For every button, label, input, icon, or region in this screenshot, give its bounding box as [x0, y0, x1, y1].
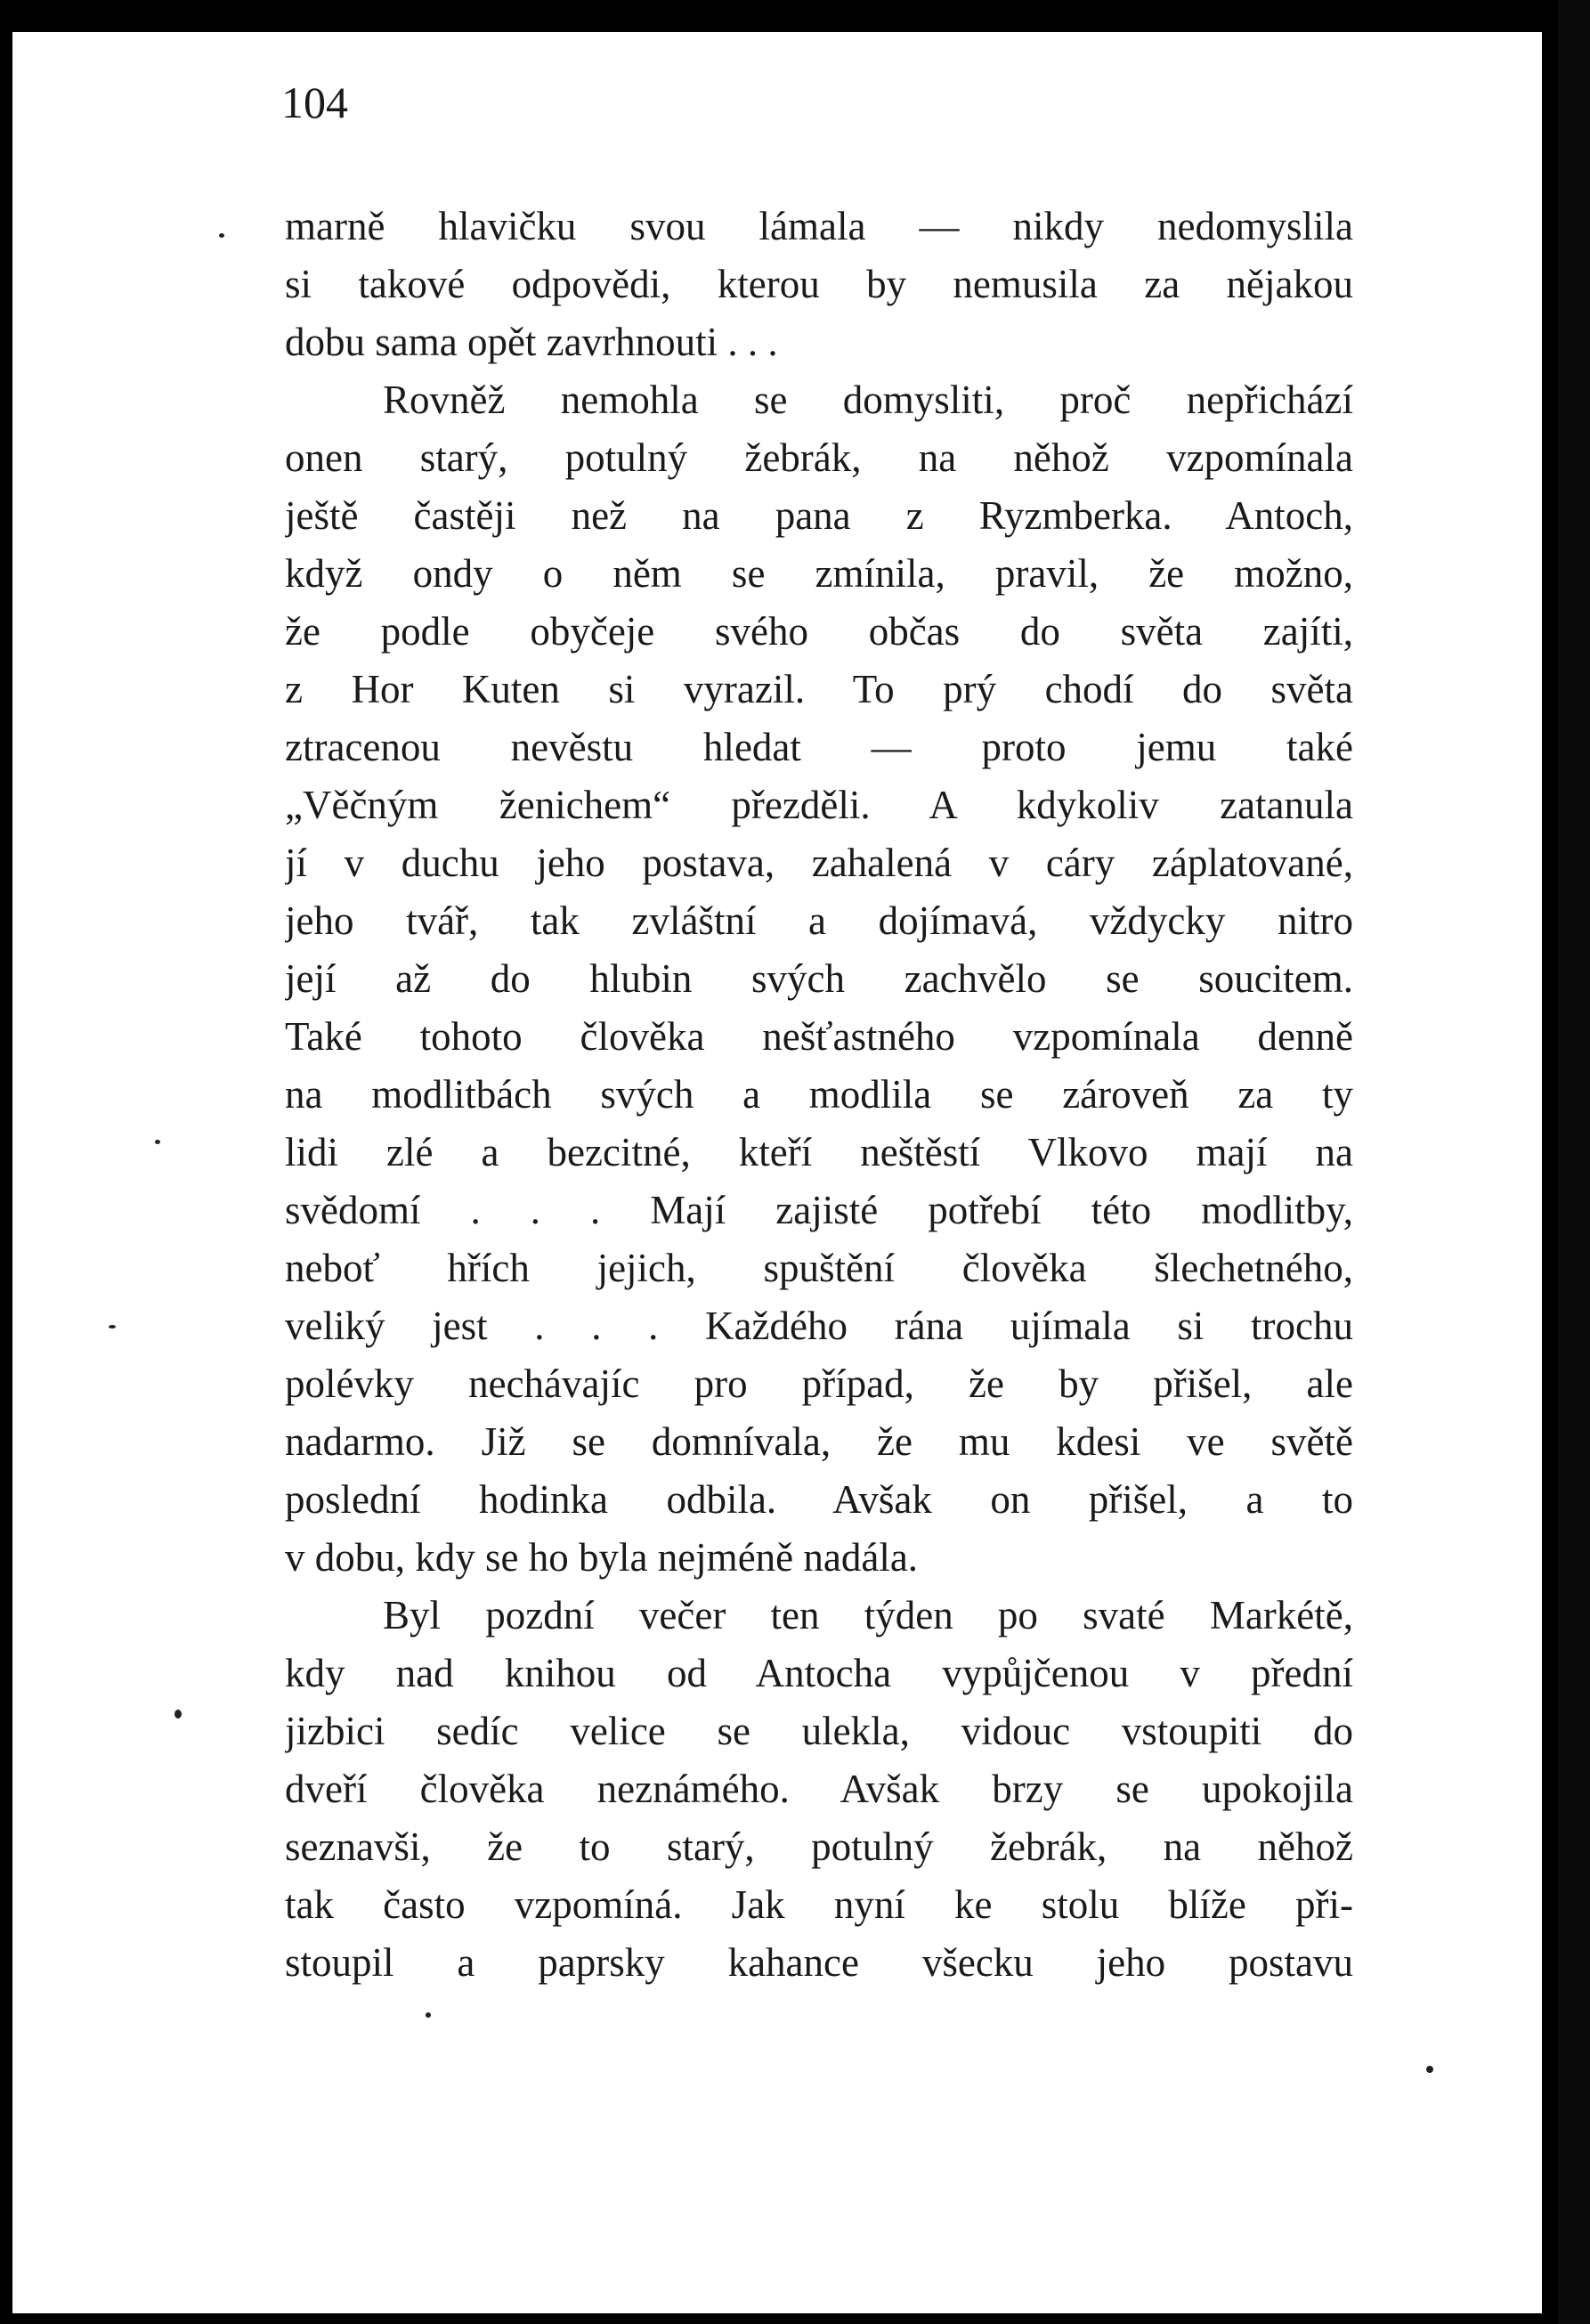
page-number: 104 [281, 77, 348, 127]
scan-speck [426, 2012, 431, 2018]
scan-speck [155, 1140, 160, 1144]
page-text [285, 198, 1353, 1992]
text-line: Rovněž nemohla se domysliti, proč nepřichází [383, 378, 1353, 422]
text-line: že podle obyčeje svého občas do světa zajíti, [285, 609, 1353, 654]
text-line: dveří člověka neznámého. Avšak brzy se upokojila [285, 1767, 1353, 1811]
text-line: veliký jest . . . Každého rána ujímala si trochu [285, 1304, 1353, 1348]
scan-speck [174, 1710, 182, 1719]
text-line: na modlitbách svých a modlila se zároveň za ty [285, 1072, 1353, 1117]
text-line: jeho tvář, tak zvláštní a dojímavá, vždycky nitro [285, 898, 1353, 943]
text-line: stoupil a paprsky kahance všecku jeho postavu [285, 1940, 1353, 1985]
text-line: kdy nad knihou od Antocha vypůjčenou v přední [285, 1651, 1353, 1695]
text-line: poslední hodinka odbila. Avšak on přišel, a to [285, 1477, 1353, 1522]
text-line: jí v duchu jeho postava, zahalená v cáry záplatované, [285, 841, 1353, 885]
scan-edge [1558, 0, 1590, 2324]
text-line: ještě častěji než na pana z Ryzmberka. Antoch, [285, 493, 1353, 538]
text-line: její až do hlubin svých zachvělo se soucitem. [285, 956, 1353, 1001]
text-line: Také tohoto člověka nešťastného vzpomínala denně [285, 1014, 1353, 1059]
text-line: „Věčným ženichem“ přezděli. A kdykoliv zatanula [285, 783, 1353, 827]
text-line: ztracenou nevěstu hledat — proto jemu také [285, 725, 1353, 769]
text-line: jizbici sedíc velice se ulekla, vidouc vstoupiti do [285, 1709, 1353, 1753]
scan-speck [1426, 2066, 1433, 2073]
text-line: dobu sama opět zavrhnouti . . . [285, 320, 778, 364]
text-line: marně hlavičku svou lámala — nikdy nedomyslila [285, 204, 1353, 248]
text-line: když ondy o něm se zmínila, pravil, že možno, [285, 551, 1353, 596]
text-line: seznavši, že to starý, potulný žebrák, na něhož [285, 1824, 1353, 1869]
text-line: tak často vzpomíná. Jak nyní ke stolu blíže při- [285, 1882, 1353, 1927]
text-line: nadarmo. Již se domnívala, že mu kdesi ve světě [285, 1419, 1353, 1464]
scan-speck [109, 1325, 116, 1329]
text-line: si takové odpovědi, kterou by nemusila za nějakou [285, 262, 1353, 306]
text-line: neboť hřích jejich, spuštění člověka šlechetného, [285, 1246, 1353, 1290]
text-line: z Hor Kuten si vyrazil. To prý chodí do světa [285, 667, 1353, 711]
text-line: polévky nechávajíc pro případ, že by přišel, ale [285, 1361, 1353, 1406]
text-line: Byl pozdní večer ten týden po svaté Markétě, [383, 1593, 1353, 1637]
text-line: v dobu, kdy se ho byla nejméně nadála. [285, 1535, 919, 1580]
text-line: onen starý, potulný žebrák, na něhož vzpomínala [285, 435, 1353, 480]
scan-speck [219, 233, 224, 238]
text-line: lidi zlé a bezcitné, kteří neštěstí Vlkovo mají na [285, 1130, 1353, 1174]
text-line: svědomí . . . Mají zajisté potřebí této modlitby, [285, 1188, 1353, 1232]
